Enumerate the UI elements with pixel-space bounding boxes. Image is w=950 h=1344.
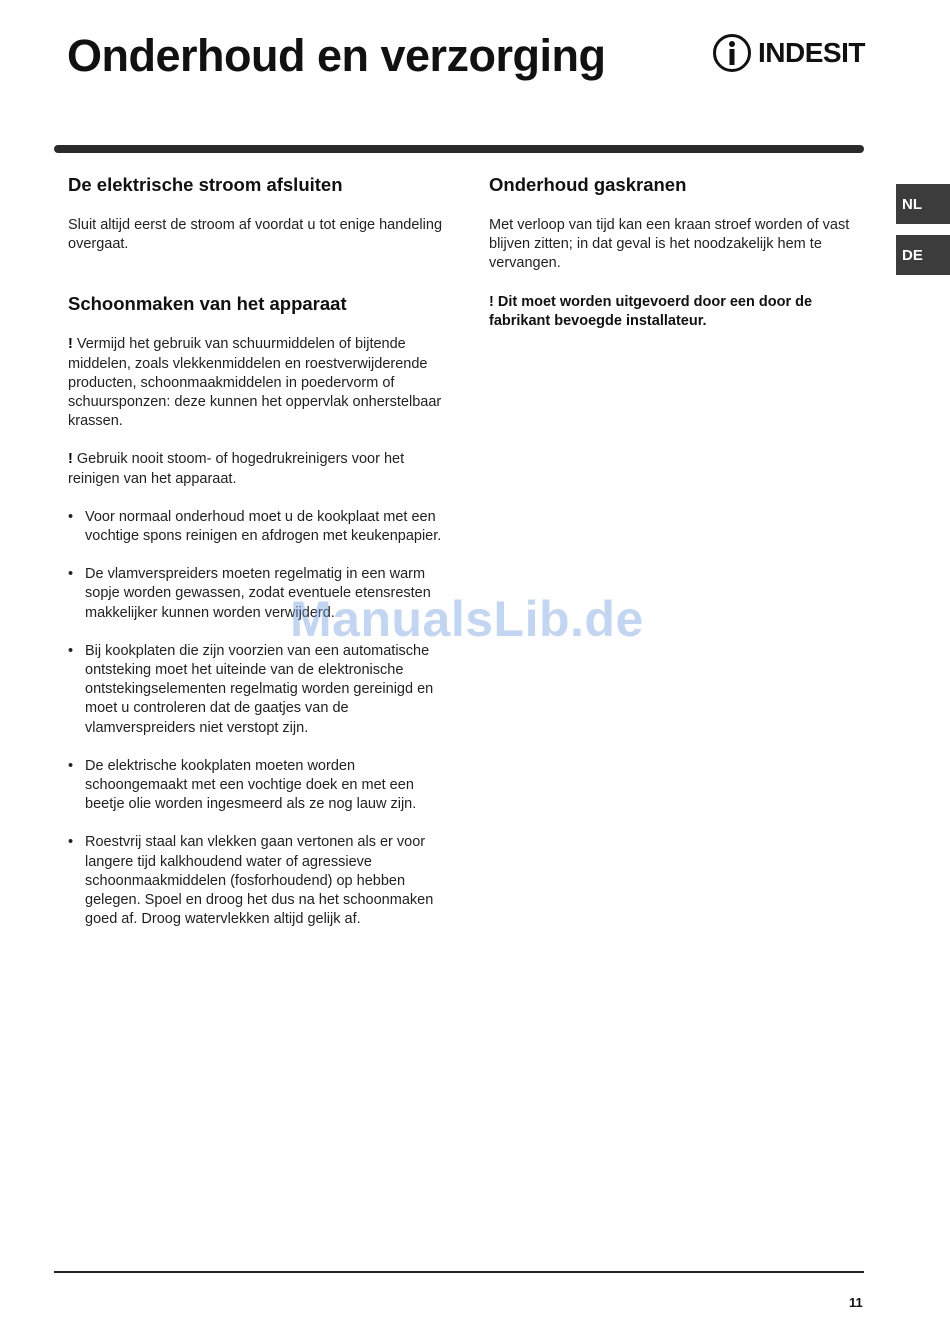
warning-1-text: Vermijd het gebruik van schuurmiddelen of bijtende middelen, zoals vlekkenmiddelen en roestverwijderende producten, schoonmaakmiddelen in poedervorm of schuursponzen: deze kunnen het oppervlak onherstelbaar krassen. (68, 336, 442, 430)
list-item-text: Roestvrij staal kan vlekken gaan vertonen als er voor langere tijd kalkhoudend water of agressieve schoonmaakmiddelen (fosforhoudend) op hebben gelegen. Spoel en droog het dus na het schoonmaken goed af. Droog watervlekken altijd gelijk af. (85, 834, 434, 928)
left-column (68, 174, 450, 948)
section-heading-cleaning: Schoonmaken van het apparaat (68, 293, 347, 315)
bullet-icon: • (68, 757, 74, 774)
brand-name: INDESIT (758, 37, 865, 68)
gas-taps-text: Met verloop van tijd kan een kraan stroef worden of vast blijven zitten; in dat geval is het noodzakelijk hem te vervangen. (489, 217, 850, 272)
page-number: 11 (849, 1295, 863, 1310)
warning-mark: ! (68, 451, 73, 468)
bullet-icon: • (68, 834, 74, 851)
list-item (68, 508, 450, 546)
cleaning-bullet-list (68, 508, 450, 930)
list-item (68, 757, 450, 815)
list-item-text: Bij kookplaten die zijn voorzien van een automatische ontsteking moet het uiteinde van de elektronische ontstekingselementen regelmatig worden gereinigd en moet u controleren dat de gaatjes van de vlamverspreiders niet verstopt zijn. (85, 642, 434, 736)
list-item-text: De vlamverspreiders moeten regelmatig in een warm sopje worden gewassen, zodat eventuele etensresten makkelijker kunnen worden verwijderd. (85, 566, 431, 621)
bullet-icon: • (68, 566, 74, 583)
page-title: Onderhoud en verzorging (67, 30, 606, 81)
section-heading-power-off: De elektrische stroom afsluiten (68, 174, 343, 195)
header-divider (54, 145, 864, 153)
right-column (489, 174, 869, 350)
cleaning-warning-1 (68, 335, 450, 431)
list-item (68, 833, 450, 929)
warning-mark: ! (68, 336, 73, 353)
brand-logo (712, 32, 865, 74)
watermark: ManualsLib.de (290, 591, 644, 647)
power-off-text: Sluit altijd eerst de stroom af voordat u tot enige handeling overgaat. (68, 217, 443, 253)
bullet-icon: • (68, 508, 74, 525)
warning-2-text: Gebruik nooit stoom- of hogedrukreinigers voor het reinigen van het apparaat. (68, 451, 405, 487)
language-tab-nl[interactable]: NL (896, 184, 950, 224)
language-tab-de[interactable]: DE (896, 235, 950, 275)
list-item (68, 642, 450, 738)
cleaning-warning-2 (68, 450, 450, 488)
list-item-text: Voor normaal onderhoud moet u de kookplaat met een vochtige spons reinigen en afdrogen met keukenpapier. (85, 508, 442, 545)
bullet-icon: • (68, 642, 74, 659)
section-heading-gas-taps: Onderhoud gaskranen (489, 174, 687, 195)
installer-note: ! Dit moet worden uitgevoerd door een door de fabrikant bevoegde installateur. (489, 293, 813, 329)
indesit-logo-icon (712, 33, 752, 73)
footer-divider (54, 1271, 864, 1273)
list-item-text: De elektrische kookplaten moeten worden schoongemaakt met een vochtige doek en met een beetje olie worden ingesmeerd als ze nog lauw zijn. (85, 757, 417, 813)
